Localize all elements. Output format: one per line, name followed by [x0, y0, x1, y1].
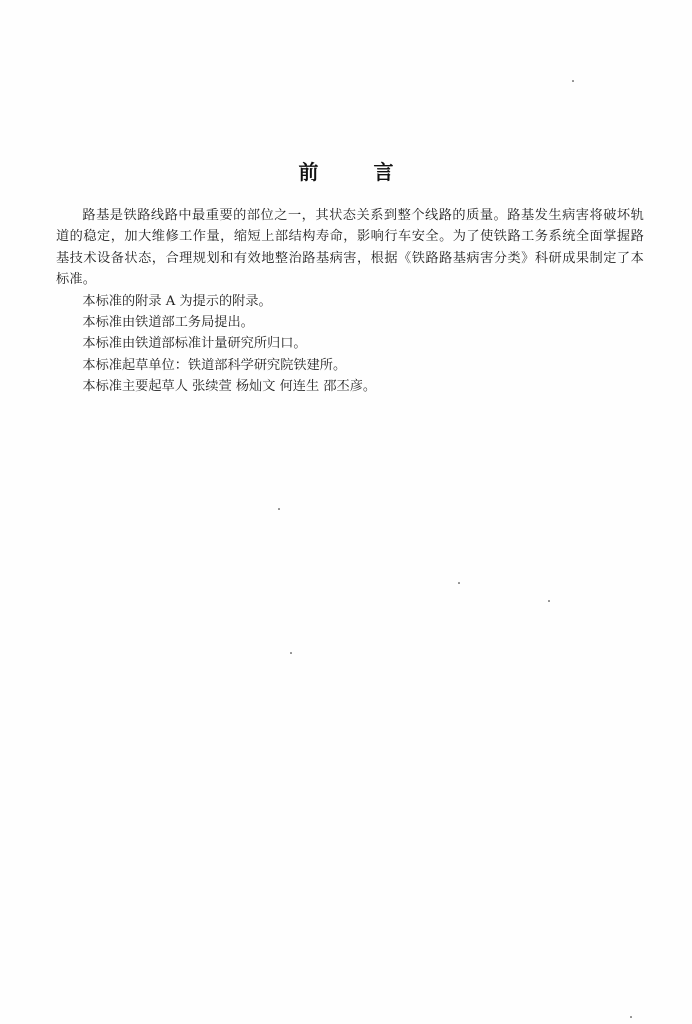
- scan-speck: [278, 508, 280, 510]
- drafters-note: 本标准主要起草人 张续萱 杨灿文 何连生 邵丕彦。: [82, 379, 377, 395]
- foreword-body: [56, 205, 644, 398]
- proposer-note: 本标准由铁道部工务局提出。: [82, 315, 254, 331]
- drafting-unit-note: 本标准起草单位：铁道部科学研究院铁建所。: [82, 357, 347, 373]
- scan-speck: [290, 652, 292, 654]
- appendix-note: 本标准的附录 A 为提示的附录。: [82, 293, 272, 309]
- administrator-note: 本标准由铁道部标准计量研究所归口。: [82, 336, 307, 352]
- scan-speck: [630, 1016, 632, 1018]
- page-title: 前 言: [298, 160, 418, 184]
- scan-speck: [548, 600, 550, 602]
- intro-paragraph: 路基是铁路线路中最重要的部位之一，其状态关系到整个线路的质量。路基发生病害将破坏轨道的稳定，加大维修工作量，缩短上部结构寿命，影响行车安全。为了使铁路工务系统全面掌握路基技术设备状态，合理规划和有效地整治路基病害，根据《铁路路基病害分类》科研成果制定了本标准。: [56, 208, 644, 288]
- scan-speck: [458, 582, 460, 584]
- scan-speck: [572, 80, 574, 82]
